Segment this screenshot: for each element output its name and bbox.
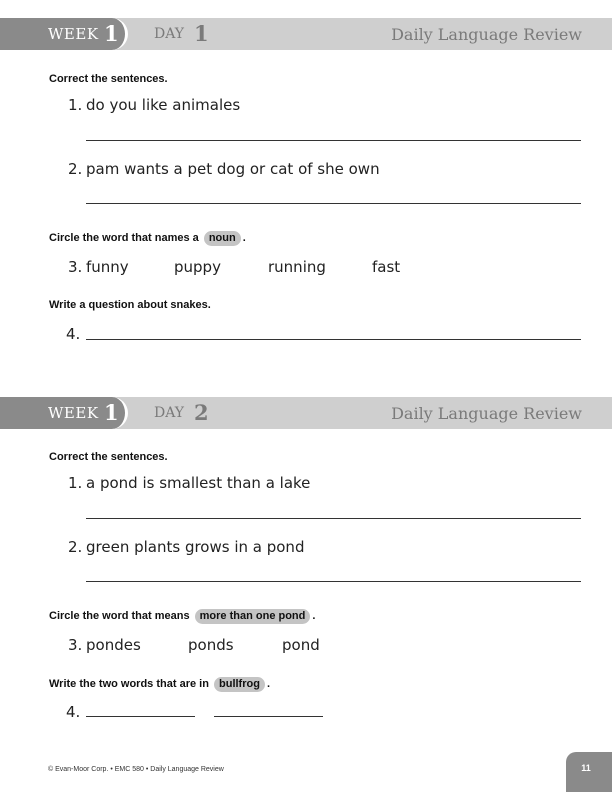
day1-item-4-number: 4. <box>66 325 81 343</box>
day2-item-3-number: 3. <box>68 636 83 654</box>
day2-item-2-number: 2. <box>68 538 83 556</box>
page-number: 11 <box>581 763 591 773</box>
keyword-noun: noun <box>204 231 241 246</box>
day2-item-1-answer-line[interactable] <box>86 518 581 519</box>
day2-item-1-number: 1. <box>68 474 83 492</box>
instruction-text: Write the two words that are in <box>49 678 209 690</box>
day-label: DAY <box>154 26 185 42</box>
week-label: WEEK <box>48 404 99 422</box>
word-option-funny[interactable]: funny <box>86 258 129 276</box>
day1-instruction-question: Write a question about snakes. <box>49 299 211 311</box>
day2-instruction-circle <box>49 609 315 624</box>
day2-item-2-answer-line[interactable] <box>86 581 581 582</box>
day-number: 1 <box>194 21 209 46</box>
word-option-fast[interactable]: fast <box>372 258 401 276</box>
instruction-period: . <box>312 610 316 622</box>
day2-item-1-sentence: a pond is smallest than a lake <box>86 474 311 492</box>
day1-item-1-answer-line[interactable] <box>86 140 581 141</box>
week-label: WEEK <box>48 25 99 43</box>
day2-instruction-correct: Correct the sentences. <box>49 451 168 463</box>
day1-item-3-number: 3. <box>68 258 83 276</box>
day2-item-4-answer-line-2[interactable] <box>214 716 323 717</box>
day-label: DAY <box>154 405 185 421</box>
instruction-period: . <box>242 232 246 244</box>
day1-item-2-answer-line[interactable] <box>86 203 581 204</box>
keyword-more-than-one-pond: more than one pond <box>195 609 311 624</box>
page-number-tab <box>566 752 612 792</box>
instruction-period: . <box>266 678 270 690</box>
review-title: Daily Language Review <box>391 404 582 423</box>
day1-item-2-sentence: pam wants a pet dog or cat of she own <box>86 160 380 178</box>
day1-instruction-circle <box>49 231 246 246</box>
week-number: 1 <box>104 21 119 46</box>
word-option-puppy[interactable]: puppy <box>174 258 221 276</box>
word-option-ponds[interactable]: ponds <box>188 636 234 654</box>
day1-item-1-sentence: do you like animales <box>86 96 241 114</box>
footer-credit: © Evan-Moor Corp. • EMC 580 • Daily Language Review <box>48 766 224 773</box>
keyword-bullfrog: bullfrog <box>214 677 265 692</box>
word-option-pond[interactable]: pond <box>282 636 320 654</box>
day1-item-2-number: 2. <box>68 160 83 178</box>
day1-header-band <box>0 18 612 50</box>
instruction-text: Circle the word that names a <box>49 232 199 244</box>
week-number: 1 <box>104 400 119 425</box>
day1-item-4-answer-line[interactable] <box>86 339 581 340</box>
day-number: 2 <box>194 400 209 425</box>
word-option-running[interactable]: running <box>268 258 326 276</box>
instruction-text: Circle the word that means <box>49 610 190 622</box>
day2-item-2-sentence: green plants grows in a pond <box>86 538 305 556</box>
day1-instruction-correct: Correct the sentences. <box>49 73 168 85</box>
word-option-pondes[interactable]: pondes <box>86 636 141 654</box>
review-title: Daily Language Review <box>391 25 582 44</box>
day2-instruction-compound <box>49 677 270 692</box>
day1-item-1-number: 1. <box>68 96 83 114</box>
day2-header-band <box>0 397 612 429</box>
day2-item-4-answer-line-1[interactable] <box>86 716 195 717</box>
day2-item-4-number: 4. <box>66 703 81 721</box>
